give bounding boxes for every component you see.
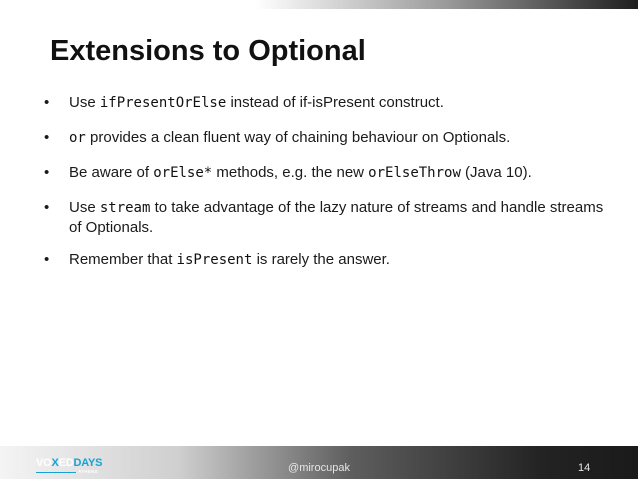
bullet-list <box>44 93 614 285</box>
bullet-text: to take advantage of the lazy nature of streams and handle streams of Optionals. <box>69 199 604 236</box>
bullet-item <box>44 198 614 237</box>
bullet-text: (Java 10). <box>460 164 532 181</box>
bullet-text: Use <box>69 199 100 216</box>
page-number: 14 <box>578 462 591 474</box>
bullet-item <box>44 163 614 183</box>
code-snippet: ifPresentOrElse <box>99 95 227 111</box>
bullet-item <box>44 128 614 148</box>
code-snippet: orElse* <box>153 165 213 181</box>
bullet-item <box>44 250 614 270</box>
top-gradient-bar <box>0 0 638 9</box>
bullet-dot: • <box>44 199 50 216</box>
bullet-text: Be aware of <box>69 164 154 181</box>
logo-subtitle: ATHENS <box>78 469 98 474</box>
bullet-dot: • <box>44 94 50 111</box>
twitter-handle: @mirocupak <box>288 462 350 474</box>
logo-wordmark: VOXEDDAYS <box>36 457 103 469</box>
bullet-text: methods, e.g. the new <box>212 164 369 181</box>
code-snippet: or <box>69 130 86 146</box>
bullet-item <box>44 93 614 113</box>
slide-title: Extensions to Optional <box>50 35 366 67</box>
bullet-dot: • <box>44 129 50 146</box>
bullet-dot: • <box>44 164 50 181</box>
bullet-text: Use <box>69 94 100 111</box>
bullet-text: provides a clean fluent way of chaining behaviour on Optionals. <box>85 129 511 146</box>
bullet-text: is rarely the answer. <box>252 251 390 268</box>
code-snippet: isPresent <box>176 252 253 268</box>
code-snippet: orElseThrow <box>368 165 461 181</box>
code-snippet: stream <box>99 200 151 216</box>
bullet-text: instead of if-isPresent construct. <box>226 94 444 111</box>
bullet-dot: • <box>44 251 50 268</box>
bullet-text: Remember that <box>69 251 177 268</box>
